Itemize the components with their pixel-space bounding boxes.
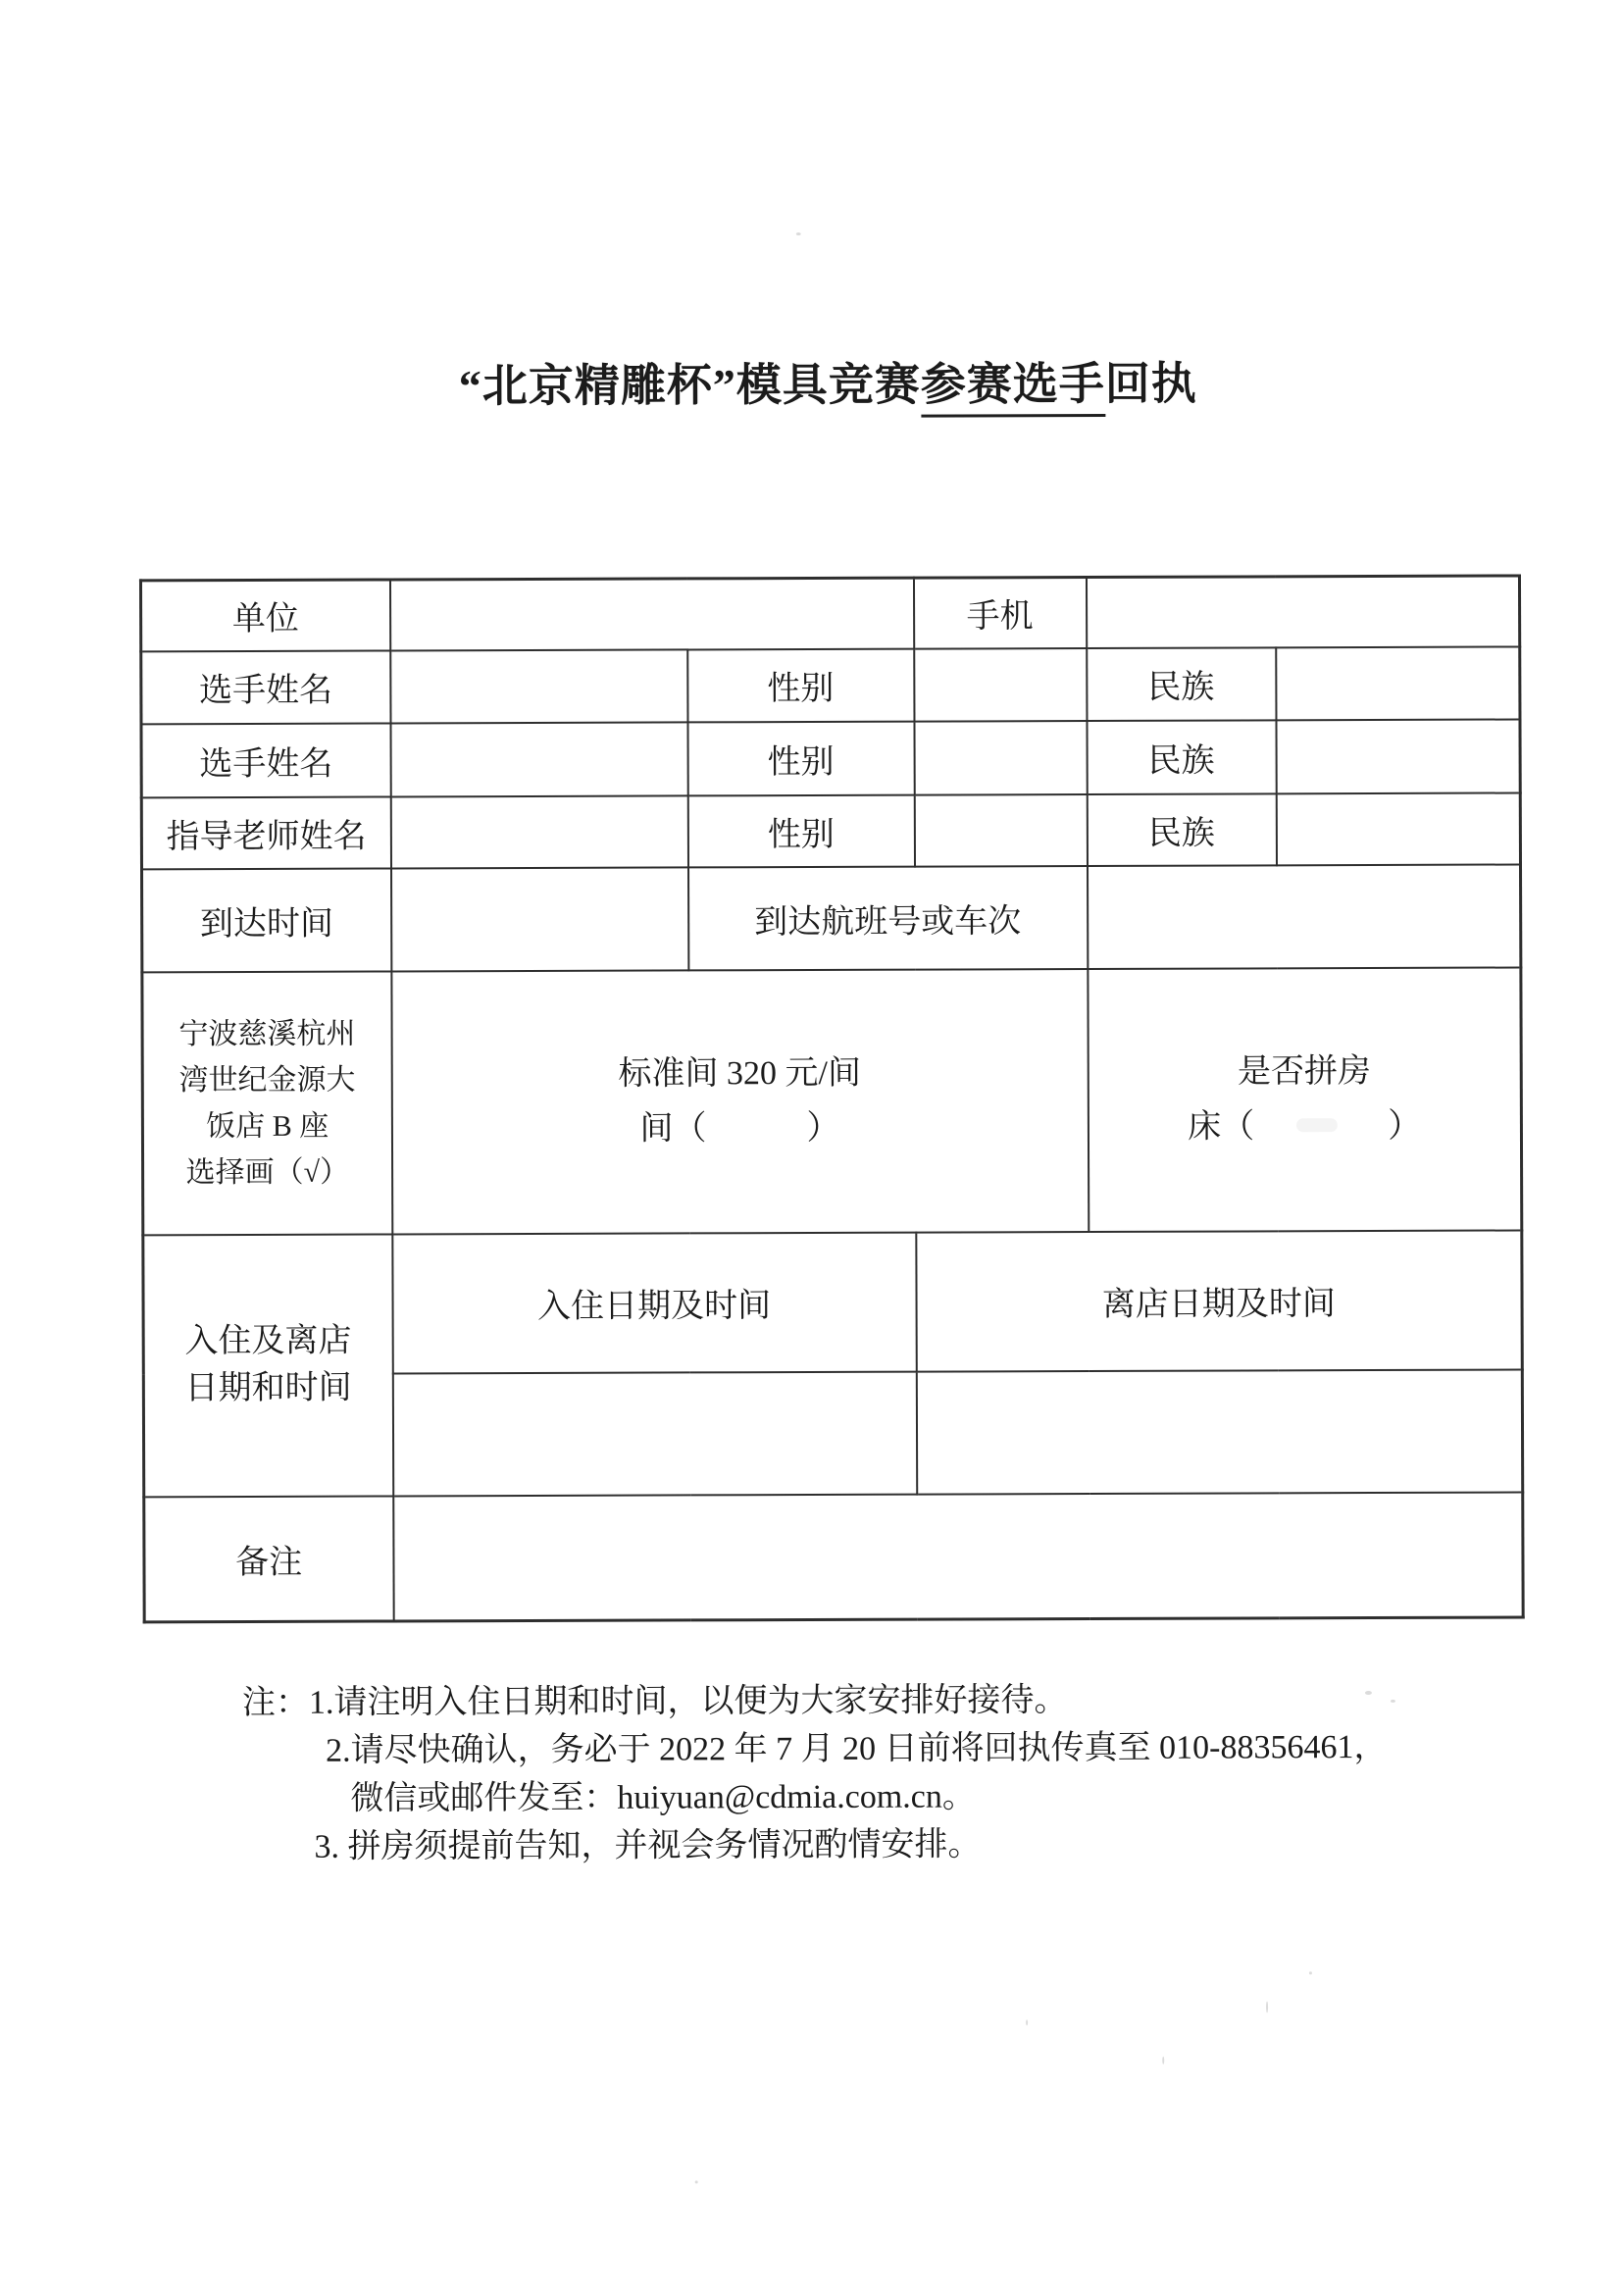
scan-noise bbox=[1309, 1971, 1312, 1974]
scan-noise bbox=[1026, 2019, 1028, 2025]
contestant1-gender-label-cell: 性别 bbox=[687, 648, 914, 722]
hotel-label-cell bbox=[142, 971, 392, 1235]
title-suffix: 回执 bbox=[1104, 358, 1197, 409]
stay-label-line-1: 入住及离店 bbox=[184, 1322, 352, 1360]
contestant1-name-value-cell bbox=[390, 649, 687, 723]
hotel-line-1: 宁波慈溪杭州 bbox=[178, 1017, 356, 1050]
room-count-line: 间（ ） bbox=[639, 1109, 840, 1148]
notes-block bbox=[242, 1675, 1498, 1871]
title-underlined-text: 参赛选手 bbox=[921, 359, 1105, 418]
share-room-cell bbox=[1088, 967, 1522, 1232]
instructor-gender-value-cell bbox=[914, 794, 1087, 867]
note-item-1: 1.请注明入住日期和时间，以便为大家安排好接待。 bbox=[308, 1682, 1068, 1721]
row-contestant-2 bbox=[141, 719, 1520, 797]
row-stay-header bbox=[143, 1230, 1522, 1374]
contestant2-ethnicity-label-cell: 民族 bbox=[1087, 720, 1276, 794]
stay-label-cell bbox=[143, 1234, 393, 1497]
page-title bbox=[138, 346, 1517, 416]
hotel-line-3: 饭店 B 座 bbox=[206, 1109, 329, 1143]
contestant1-ethnicity-value-cell bbox=[1276, 646, 1520, 720]
instructor-ethnicity-value-cell bbox=[1276, 792, 1520, 865]
row-remarks bbox=[144, 1492, 1523, 1622]
contestant2-ethnicity-value-cell bbox=[1276, 719, 1520, 793]
remarks-value-cell bbox=[393, 1492, 1523, 1621]
mobile-value-cell bbox=[1086, 576, 1519, 648]
arrival-flight-value-cell bbox=[1088, 864, 1521, 969]
checkout-header-cell: 离店日期及时间 bbox=[916, 1230, 1522, 1371]
instructor-name-label-cell: 指导老师姓名 bbox=[141, 796, 390, 869]
unit-value-cell bbox=[389, 578, 913, 650]
note-item-2: 2.请尽快确认，务必于 2022 年 7 月 20 日前将回执传真至 010-88356461， bbox=[326, 1728, 1388, 1769]
contestant1-gender-value-cell bbox=[914, 648, 1087, 722]
instructor-gender-label-cell: 性别 bbox=[687, 794, 914, 867]
row-unit bbox=[140, 576, 1519, 651]
checkin-value-cell bbox=[392, 1371, 916, 1496]
note-item-2-continuation: 微信或邮件发至：huiyuan@cdmia.com.cn。 bbox=[350, 1778, 976, 1817]
arrival-time-value-cell bbox=[391, 867, 688, 971]
hotel-line-4: 选择画（√） bbox=[185, 1155, 350, 1189]
contestant2-gender-label-cell: 性别 bbox=[687, 721, 914, 795]
mobile-label-cell: 手机 bbox=[913, 578, 1086, 649]
arrival-time-label-cell: 到达时间 bbox=[142, 868, 391, 972]
instructor-ethnicity-label-cell: 民族 bbox=[1087, 793, 1276, 866]
arrival-flight-label-cell: 到达航班号或车次 bbox=[688, 866, 1088, 970]
scan-noise bbox=[796, 232, 801, 235]
checkin-header-cell: 入住日期及时间 bbox=[392, 1232, 916, 1373]
instructor-name-value-cell bbox=[390, 795, 687, 868]
hotel-line-2: 湾世纪金源大 bbox=[178, 1063, 356, 1097]
contestant2-name-label-cell: 选手姓名 bbox=[141, 723, 390, 797]
row-contestant-1 bbox=[141, 646, 1520, 724]
row-hotel bbox=[142, 967, 1522, 1235]
share-room-line-2: 床（ ） bbox=[1188, 1107, 1422, 1146]
note-item-3: 3. 拼房须提前告知，并视会务情况酌情安排。 bbox=[314, 1826, 982, 1865]
row-arrival bbox=[142, 864, 1521, 972]
note-line-1 bbox=[242, 1675, 1497, 1727]
registration-form-table bbox=[139, 574, 1525, 1623]
room-rate-line-1: 标准间 320 元/间 bbox=[618, 1054, 862, 1093]
scan-noise bbox=[1266, 2001, 1268, 2013]
remarks-label-cell: 备注 bbox=[144, 1496, 393, 1622]
scan-noise bbox=[1162, 2057, 1164, 2065]
unit-label-cell: 单位 bbox=[140, 580, 389, 651]
contestant2-name-value-cell bbox=[390, 722, 687, 796]
notes-prefix: 注： bbox=[241, 1684, 310, 1722]
scan-noise bbox=[695, 2180, 698, 2183]
scan-noise bbox=[1391, 1700, 1395, 1703]
scan-noise bbox=[1296, 1118, 1338, 1132]
contestant2-gender-value-cell bbox=[914, 721, 1087, 795]
stay-label-line-2: 日期和时间 bbox=[184, 1369, 352, 1407]
share-room-line-1: 是否拼房 bbox=[1237, 1052, 1372, 1090]
room-rate-cell bbox=[391, 969, 1089, 1234]
contestant1-name-label-cell: 选手姓名 bbox=[141, 650, 390, 724]
scan-noise bbox=[1365, 1691, 1372, 1695]
row-instructor bbox=[141, 792, 1520, 869]
checkout-value-cell bbox=[916, 1369, 1522, 1494]
contestant1-ethnicity-label-cell: 民族 bbox=[1087, 647, 1276, 721]
title-prefix: “北京精雕杯”模具竞赛 bbox=[458, 359, 921, 412]
